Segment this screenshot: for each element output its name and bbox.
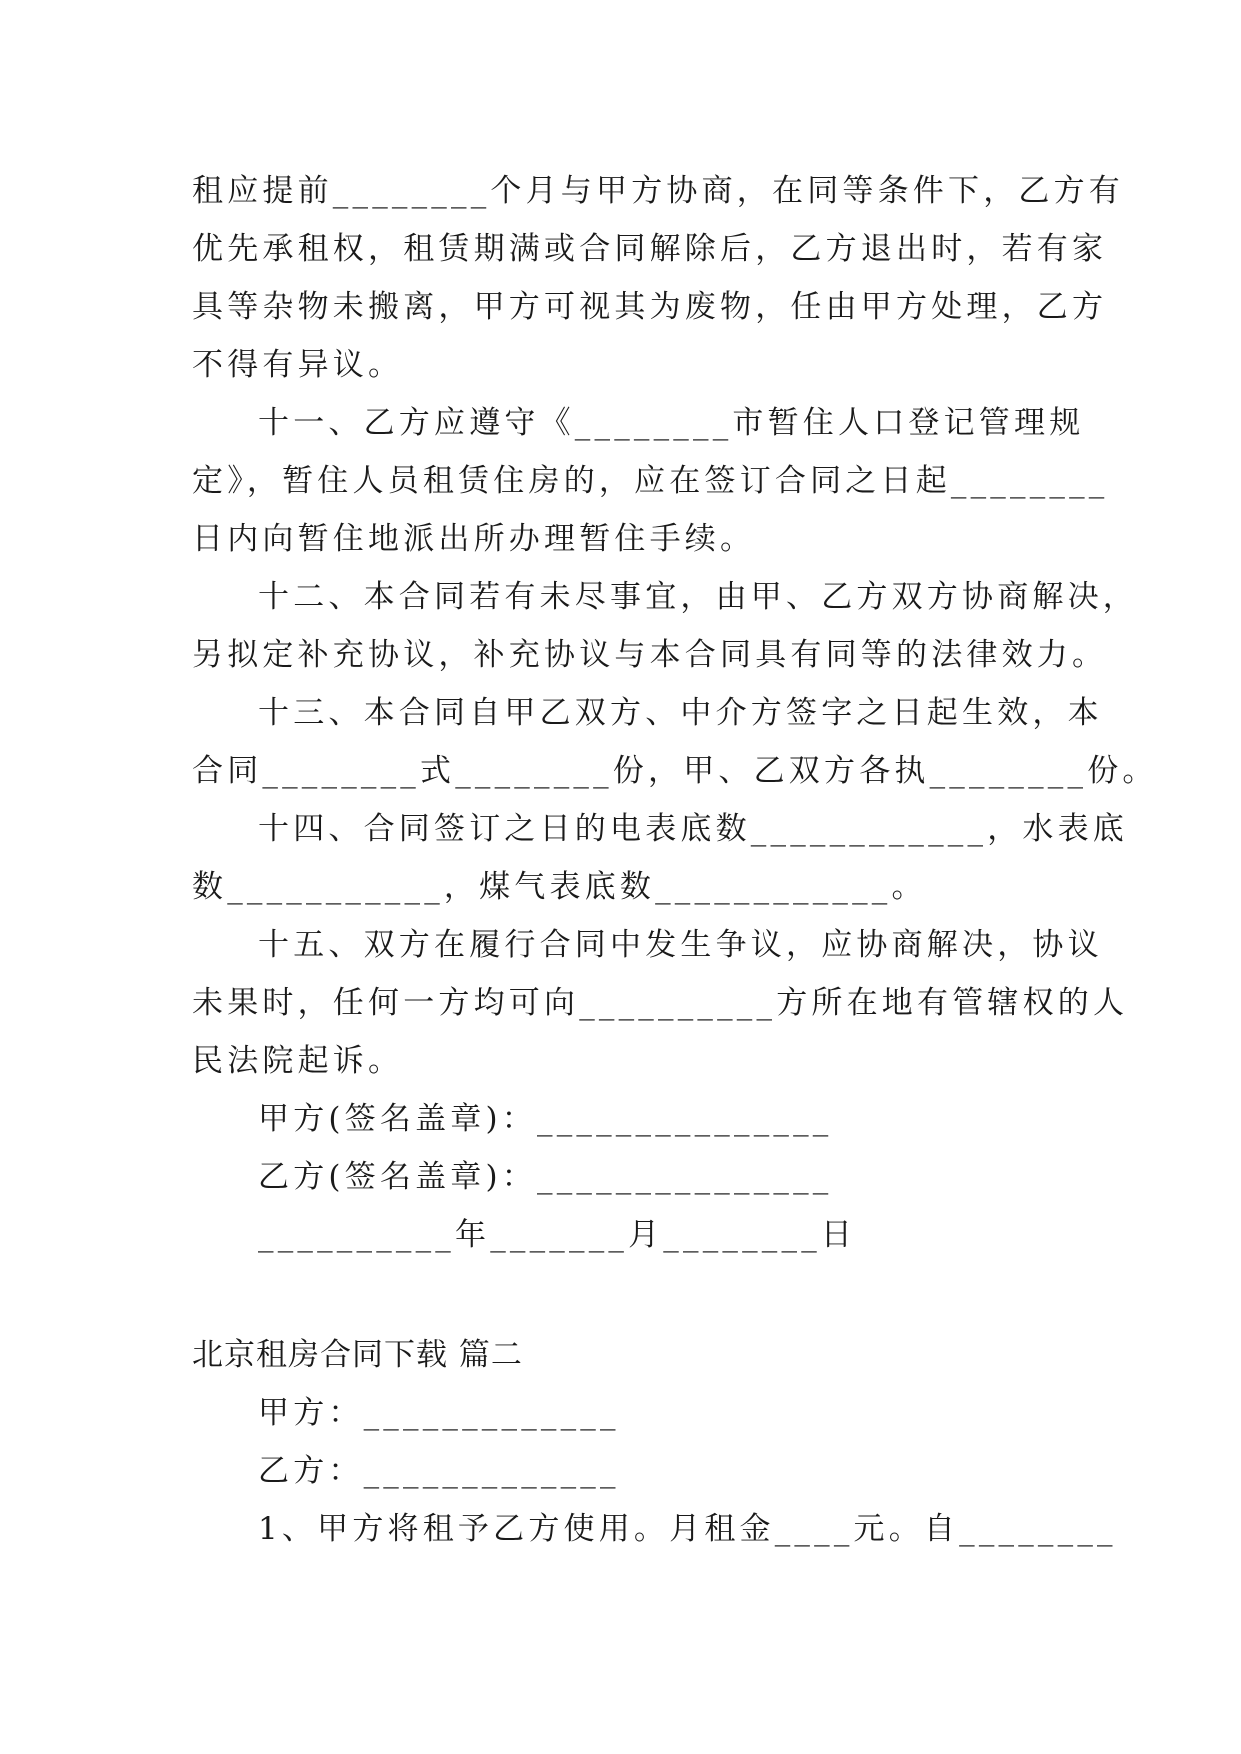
clause-eleven-line-2: 定》，暂住人员租赁住房的，应在签订合同之日起________	[192, 463, 1109, 499]
clause-ten-continued-line-3: 具等杂物未搬离，甲方可视其为废物，任由甲方处理，乙方	[192, 289, 1108, 325]
clause-fifteen-line-2: 未果时，任何一方均可向__________方所在地有管辖权的人	[192, 985, 1129, 1021]
contract-page	[192, 162, 1158, 1558]
party-b-line: 乙方：_____________	[258, 1453, 620, 1489]
clause-fifteen-line-3: 民法院起诉。	[192, 1043, 404, 1079]
clause-fifteen-line-1: 十五、双方在履行合同中发生争议，应协商解决，协议	[258, 927, 1103, 963]
section-title: 北京租房合同下载 篇二	[192, 1337, 523, 1373]
clause-twelve-line-2: 另拟定补充协议，补充协议与本合同具有同等的法律效力。	[192, 637, 1108, 673]
party-a-signature-line: 甲方(签名盖章)：_______________	[258, 1101, 833, 1137]
clause-eleven-line-1: 十一、乙方应遵守《________市暂住人口登记管理规	[258, 405, 1085, 441]
date-line: __________年_______月________日	[258, 1217, 857, 1253]
clause-fourteen-line-1: 十四、合同签订之日的电表底数____________，水表底	[258, 811, 1128, 847]
article-one-line: 1、甲方将租予乙方使用。月租金____元。自________	[258, 1511, 1117, 1547]
clause-fourteen-line-2: 数___________，煤气表底数____________。	[192, 869, 927, 905]
section-gap	[192, 1264, 1052, 1326]
clause-ten-continued-line-4: 不得有异议。	[192, 347, 404, 383]
clause-thirteen-line-1: 十三、本合同自甲乙双方、中介方签字之日起生效，本	[258, 695, 1103, 731]
party-b-signature-line: 乙方(签名盖章)：_______________	[258, 1159, 833, 1195]
clause-eleven-line-3: 日内向暂住地派出所办理暂住手续。	[192, 521, 756, 557]
clause-ten-continued-line-2: 优先承租权，租赁期满或合同解除后，乙方退出时，若有家	[192, 231, 1108, 267]
clause-thirteen-line-2: 合同________式________份，甲、乙双方各执________份。	[192, 753, 1158, 789]
clause-twelve-line-1: 十二、本合同若有未尽事宜，由甲、乙方双方协商解决，	[258, 579, 1138, 615]
party-a-line: 甲方：_____________	[258, 1395, 620, 1431]
clause-ten-continued-line-1: 租应提前________个月与甲方协商，在同等条件下，乙方有	[192, 173, 1124, 209]
